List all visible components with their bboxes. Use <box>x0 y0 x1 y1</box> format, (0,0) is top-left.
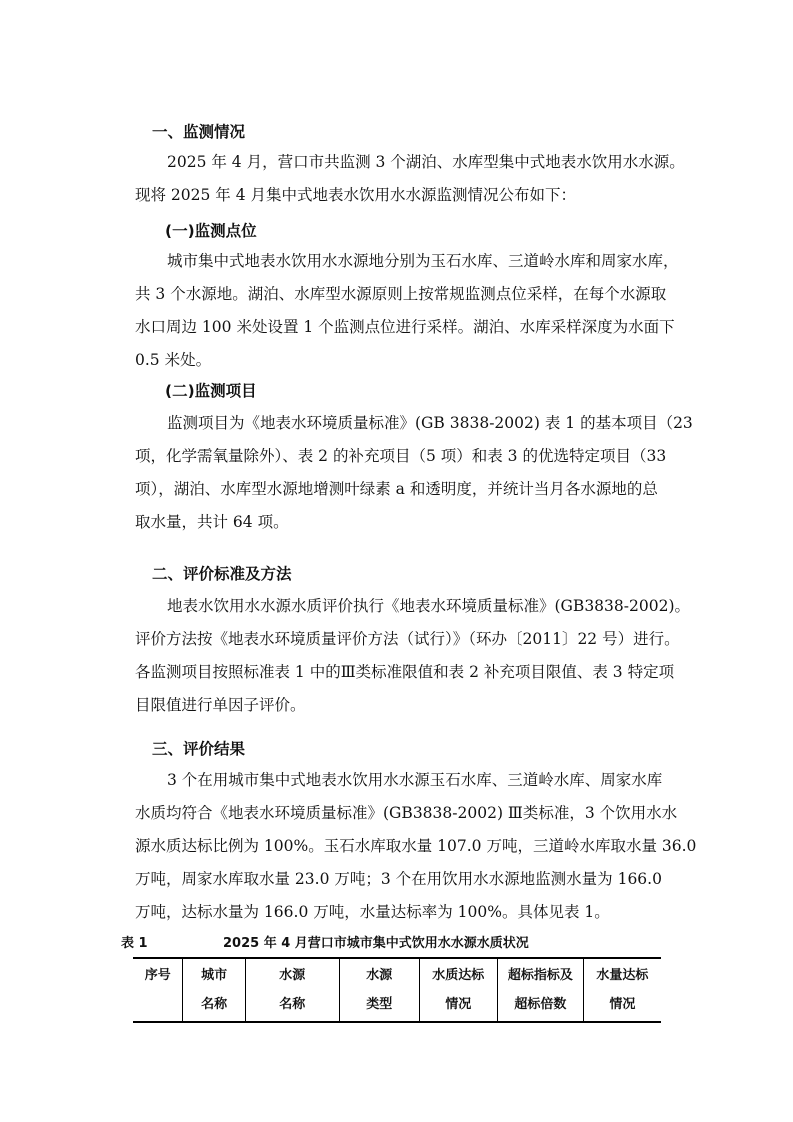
header-line: 情况 <box>609 997 636 1012</box>
header-serial <box>133 958 183 1022</box>
section-heading-monitoring: 一、监测情况 <box>152 123 246 141</box>
paragraph-line: 地表水饮用水水源水质评价执行《地表水环境质量标准》(GB3838-2002)。 <box>167 597 690 615</box>
table-title: 2025 年 4 月营口市城市集中式饮用水水源水质状况 <box>223 936 529 951</box>
water-quality-table <box>133 957 661 1023</box>
table-caption <box>121 930 681 952</box>
header-city-name <box>183 958 245 1022</box>
table-number: 表 1 <box>121 936 148 951</box>
header-line: 水量达标 <box>596 968 649 983</box>
header-line: 城市 <box>201 968 228 983</box>
subheading-monitoring-items: (二)监测项目 <box>165 382 257 400</box>
header-exceedance <box>497 958 583 1022</box>
paragraph-line: 评价方法按《地表水环境质量评价方法（试行）》（环办〔2011〕22 号）进行。 <box>135 630 680 648</box>
paragraph-line: 城市集中式地表水饮用水水源地分别为玉石水库、三道岭水库和周家水库， <box>167 252 679 270</box>
paragraph-results <box>135 764 697 929</box>
header-line: 水质达标 <box>432 968 485 983</box>
header-source-name <box>245 958 339 1022</box>
paragraph-line: 水口周边 100 米处设置 1 个监测点位进行采样。湖泊、水库采样深度为水面下 <box>135 318 675 336</box>
paragraph-line: 监测项目为《地表水环境质量标准》(GB 3838-2002) 表 1 的基本项目（23 <box>167 414 693 432</box>
paragraph-line: 2025 年 4 月，营口市共监测 3 个湖泊、水库型集中式地表水饮用水水源。 <box>167 153 685 171</box>
paragraph-standards <box>135 590 690 722</box>
header-source-type <box>339 958 419 1022</box>
subheading-monitoring-sites: (一)监测点位 <box>165 222 257 240</box>
header-volume-compliance <box>583 958 661 1022</box>
paragraph-line: 项），湖泊、水库型水源地增测叶绿素 a 和透明度，并统计当月各水源地的总 <box>135 480 658 498</box>
paragraph-line: 0.5 米处。 <box>135 351 212 369</box>
paragraph-line: 万吨，周家水库取水量 23.0 万吨；3 个在用饮用水水源地监测水量为 166.0 <box>135 870 662 888</box>
paragraph-monitoring-sites <box>135 245 683 377</box>
paragraph-monitoring-intro <box>135 146 683 212</box>
paragraph-line: 万吨，达标水量为 166.0 万吨，水量达标率为 100%。具体见表 1。 <box>135 903 610 921</box>
section-heading-results: 三、评价结果 <box>152 740 246 758</box>
paragraph-line: 取水量，共计 64 项。 <box>135 513 289 531</box>
paragraph-line: 源水质达标比例为 100%。玉石水库取水量 107.0 万吨，三道岭水库取水量 36.0 <box>135 837 697 855</box>
header-line: 序号 <box>144 968 171 983</box>
table-header-row <box>133 958 661 1022</box>
paragraph-line: 现将 2025 年 4 月集中式地表水饮用水水源监测情况公布如下： <box>135 186 577 204</box>
header-line: 水源 <box>366 968 393 983</box>
header-line: 类型 <box>366 997 393 1012</box>
paragraph-line: 各监测项目按照标准表 1 中的Ⅲ类标准限值和表 2 补充项目限值、表 3 特定项 <box>135 663 675 681</box>
paragraph-line: 项，化学需氧量除外）、表 2 的补充项目（5 项）和表 3 的优选特定项目（33 <box>135 447 667 465</box>
paragraph-line: 目限值进行单因子评价。 <box>135 696 306 714</box>
paragraph-line: 3 个在用城市集中式地表水饮用水水源玉石水库、三道岭水库、周家水库 <box>167 771 663 789</box>
header-line: 名称 <box>201 997 228 1012</box>
header-line: 超标倍数 <box>514 997 567 1012</box>
paragraph-monitoring-items <box>135 407 693 539</box>
paragraph-line: 水质均符合《地表水环境质量标准》(GB3838-2002) Ⅲ类标准，3 个饮用水水 <box>135 804 678 822</box>
header-quality-compliance <box>419 958 497 1022</box>
section-heading-standards: 二、评价标准及方法 <box>152 565 292 583</box>
paragraph-line: 共 3 个水源地。湖泊、水库型水源原则上按常规监测点位采样，在每个水源取 <box>135 285 667 303</box>
header-line: 名称 <box>279 997 306 1012</box>
header-line: 情况 <box>445 997 472 1012</box>
header-line: 水源 <box>279 968 306 983</box>
header-line: 超标指标及 <box>507 968 573 983</box>
